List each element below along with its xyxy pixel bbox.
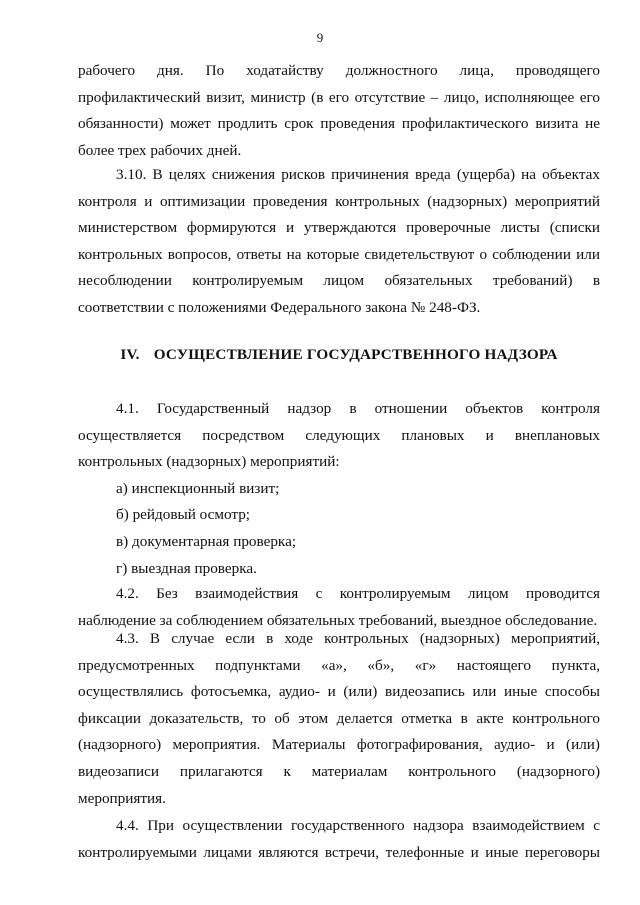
section-title: ОСУЩЕСТВЛЕНИЕ ГОСУДАРСТВЕННОГО НАДЗОРА — [153, 346, 558, 363]
paragraph-text: 4.2. Без взаимодействия с контролируемым лицом проводится наблюдение за соблюдением обязательных требований, выездное обследование. — [78, 585, 600, 629]
paragraph-4-1 — [78, 396, 600, 582]
section-heading — [78, 342, 600, 369]
list-item: в) документарная проверка; — [116, 532, 297, 550]
paragraph-text: 4.4. При осуществлении государственного надзора взаимодействием с контролируемыми лицами являются встречи, телефонные и иные переговоры — [78, 817, 600, 861]
list-item: а) инспекционный визит; — [116, 479, 280, 497]
list-item: г) выездная проверка. — [116, 559, 257, 577]
paragraph-text: рабочего дня. По ходатайству должностного лица, проводящего профилактический визит, министр (в его отсутствие – лицо, исполняющее его обязанности) может продлить срок проведения профилактического визита не более трех рабочих дней. — [78, 62, 600, 159]
paragraph-continued — [78, 58, 600, 164]
paragraph-4-4 — [78, 813, 600, 866]
paragraph-3-10 — [78, 162, 600, 322]
section-number: IV. — [120, 346, 140, 363]
list-item: б) рейдовый осмотр; — [116, 506, 251, 524]
paragraph-text: 4.1. Государственный надзор в отношении объектов контроля осуществляется посредством следующих плановых и внеплановых контрольных (надзорных) мероприятий: — [78, 400, 600, 471]
paragraph-4-3 — [78, 626, 600, 812]
paragraph-text: 4.3. В случае если в ходе контрольных (надзорных) мероприятий, предусмотренных подпунктами «а», «б», «г» настоящего пункта, осуществлялись фотосъемка, аудио- и (или) видеозапись или иные способы фиксации доказательств, то об этом делается отметка в акте контрольного (надзорного) мероприятия. Материалы фотографирования, аудио- и (или) видеозаписи прилагаются к материалам контрольного (надзорного) мероприятия. — [78, 630, 600, 807]
page-number: 9 — [316, 30, 324, 45]
paragraph-text: 3.10. В целях снижения рисков причинения вреда (ущерба) на объектах контроля и оптимизации проведения контрольных (надзорных) мероприятий министерством формируются и утверждаются проверочные листы (списки контрольных вопросов, ответы на которые свидетельствуют о соблюдении или несоблюдении контролируемым лицом обязательных требований) в соответствии с положениями Федерального закона № 248-ФЗ. — [78, 166, 600, 316]
